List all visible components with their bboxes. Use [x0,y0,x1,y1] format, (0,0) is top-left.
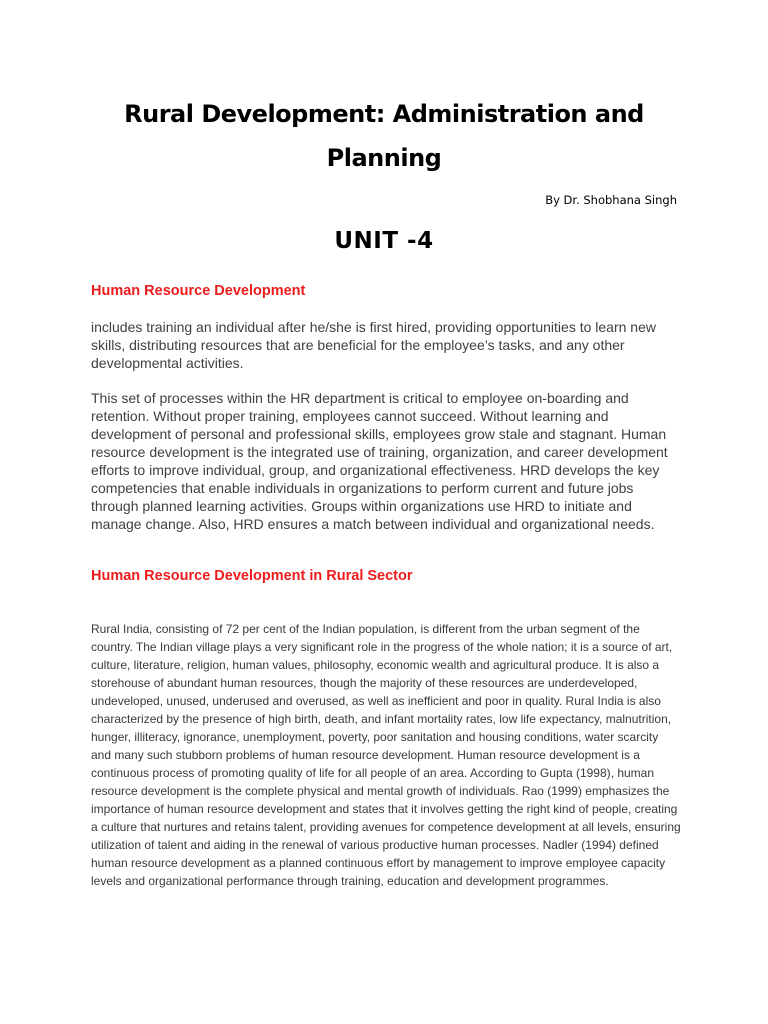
paragraph-hrd-definition: includes training an individual after he/she is first hired, providing opportunities to learn new skills, distributing resources that are beneficial for the employee’s tasks, and any other developmental activities. [91,319,656,371]
section-heading-hrd-rural: Human Resource Development in Rural Sector [91,568,413,584]
unit-heading: UNIT -4 [334,228,434,254]
section-heading-hrd: Human Resource Development [91,283,306,299]
document-title: Rural Development: Administration and Planning [124,100,644,172]
author-byline: By Dr. Shobhana Singh [545,193,677,207]
paragraph-hrd-processes: This set of processes within the HR department is critical to employee on-boarding and retention. Without proper training, employees cannot succeed. Without learning and development of personal and professional skills, employees grow stale and stagnant. Human resource development is the integrated use of training, organization, and career development efforts to improve individual, group, and organizational effectiveness. HRD develops the key competencies that enable individuals in organizations to perform current and future jobs through planned learning activities. Groups within organizations use HRD to initiate and manage change. Also, HRD ensures a match between individual and organizational needs. [91,390,668,532]
paragraph-rural-india: Rural India, consisting of 72 per cent of the Indian population, is different from the urban segment of the country. The Indian village plays a very significant role in the progress of the whole nation; it is a source of art, culture, literature, religion, human values, philosophy, economic wealth and agricultural produce. It is also a storehouse of abundant human resources, though the majority of these resources are underdeveloped, undeveloped, unused, underused and overused, as well as inefficient and poor in quality. Rural India is also characterized by the presence of high birth, death, and infant mortality rates, low life expectancy, malnutrition, hunger, illiteracy, ignorance, unemployment, poverty, poor sanitation and housing conditions, water scarcity and many such stubborn problems of human resource development. Human resource development is a continuous process of promoting quality of life for all people of an area. According to Gupta (1998), human resource development is the complete physical and mental growth of individuals. Rao (1999) emphasizes the importance of human resource development and states that it involves getting the right kind of people, creating a culture that nurtures and retains talent, providing avenues for competence development at all levels, ensuring utilization of talent and aiding in the renewal of various productive human processes. Nadler (1994) defined human resource development as a planned continuous effort by management to improve employee capacity levels and organizational performance through training, education and development programmes. [91,622,681,888]
